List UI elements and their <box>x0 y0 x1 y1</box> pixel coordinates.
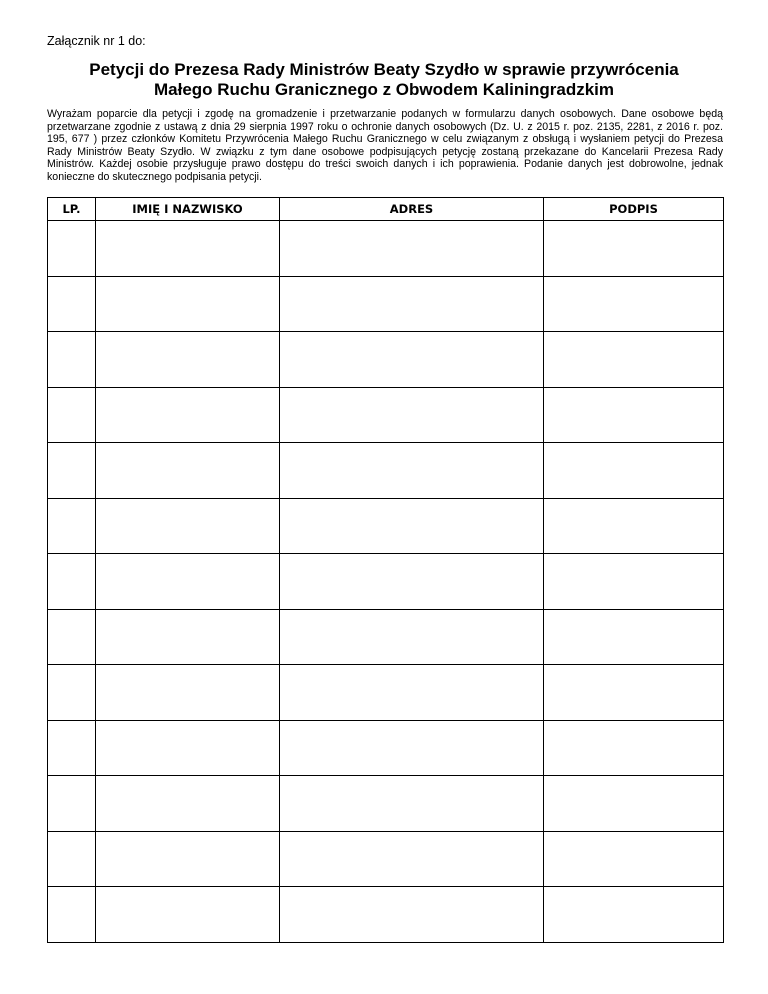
cell-address <box>280 221 544 277</box>
cell-signature <box>544 554 724 610</box>
table-row <box>48 887 724 943</box>
cell-address <box>280 776 544 832</box>
consent-paragraph: Wyrażam poparcie dla petycji i zgodę na gromadzenie i przetwarzanie podanych w formularzu danych osobowych. Dane osobowe będą przetwarzane zgodnie z ustawą z dnia 29 sierpnia 1997 roku o ochronie danych osobowych (Dz. U. z 2015 r. poz. 2135, 2281, z 2016 r. poz. 195, 677 ) przez członków Komitetu Przywrócenia Małego Ruchu Granicznego w celu związanym z obsługą i wysłaniem petycji do Prezesa Rady Ministrów Beaty Szydło. W związku z tym dane osobowe podpisujących petycję zostaną przekazane do Kancelarii Prezesa Rady Ministrów. Każdej osobie przysługuje prawo dostępu do treści swoich danych i ich poprawienia. Podanie danych jest dobrowolne, jednak konieczne do skutecznego podpisania petycji. <box>47 108 723 183</box>
cell-address <box>280 498 544 554</box>
cell-lp <box>48 221 96 277</box>
cell-name <box>96 498 280 554</box>
cell-address <box>280 276 544 332</box>
table-row <box>48 720 724 776</box>
table-row <box>48 276 724 332</box>
cell-address <box>280 387 544 443</box>
cell-name <box>96 887 280 943</box>
header-signature: PODPIS <box>544 198 724 221</box>
cell-name <box>96 387 280 443</box>
table-row <box>48 665 724 721</box>
cell-lp <box>48 720 96 776</box>
header-address: ADRES <box>280 198 544 221</box>
cell-signature <box>544 387 724 443</box>
cell-name <box>96 332 280 388</box>
cell-name <box>96 720 280 776</box>
cell-lp <box>48 276 96 332</box>
signature-table <box>47 197 724 943</box>
cell-lp <box>48 443 96 499</box>
cell-name <box>96 221 280 277</box>
cell-signature <box>544 609 724 665</box>
cell-address <box>280 443 544 499</box>
petition-title <box>40 60 728 100</box>
cell-signature <box>544 776 724 832</box>
cell-address <box>280 887 544 943</box>
cell-lp <box>48 665 96 721</box>
cell-signature <box>544 276 724 332</box>
petition-title-line-2: Małego Ruchu Granicznego z Obwodem Kaliningradzkim <box>154 80 614 99</box>
cell-lp <box>48 387 96 443</box>
cell-lp <box>48 887 96 943</box>
cell-signature <box>544 887 724 943</box>
cell-signature <box>544 831 724 887</box>
attachment-label: Załącznik nr 1 do: <box>47 34 146 48</box>
cell-name <box>96 554 280 610</box>
cell-signature <box>544 332 724 388</box>
cell-name <box>96 776 280 832</box>
petition-title-line-1: Petycji do Prezesa Rady Ministrów Beaty Szydło w sprawie przywrócenia <box>89 60 679 79</box>
cell-name <box>96 665 280 721</box>
cell-lp <box>48 776 96 832</box>
cell-address <box>280 720 544 776</box>
table-header-row <box>48 198 724 221</box>
table-row <box>48 831 724 887</box>
cell-address <box>280 831 544 887</box>
table-row <box>48 554 724 610</box>
header-lp: LP. <box>48 198 96 221</box>
cell-address <box>280 609 544 665</box>
cell-signature <box>544 443 724 499</box>
cell-lp <box>48 554 96 610</box>
cell-address <box>280 554 544 610</box>
cell-signature <box>544 720 724 776</box>
header-name: IMIĘ I NAZWISKO <box>96 198 280 221</box>
cell-signature <box>544 498 724 554</box>
cell-lp <box>48 831 96 887</box>
cell-name <box>96 443 280 499</box>
table-row <box>48 221 724 277</box>
cell-lp <box>48 498 96 554</box>
table-row <box>48 387 724 443</box>
cell-lp <box>48 332 96 388</box>
cell-lp <box>48 609 96 665</box>
table-body <box>48 221 724 943</box>
cell-address <box>280 332 544 388</box>
cell-name <box>96 609 280 665</box>
table-row <box>48 498 724 554</box>
cell-name <box>96 276 280 332</box>
table-row <box>48 609 724 665</box>
cell-address <box>280 665 544 721</box>
table-row <box>48 443 724 499</box>
table-row <box>48 332 724 388</box>
table-row <box>48 776 724 832</box>
cell-signature <box>544 221 724 277</box>
cell-signature <box>544 665 724 721</box>
cell-name <box>96 831 280 887</box>
